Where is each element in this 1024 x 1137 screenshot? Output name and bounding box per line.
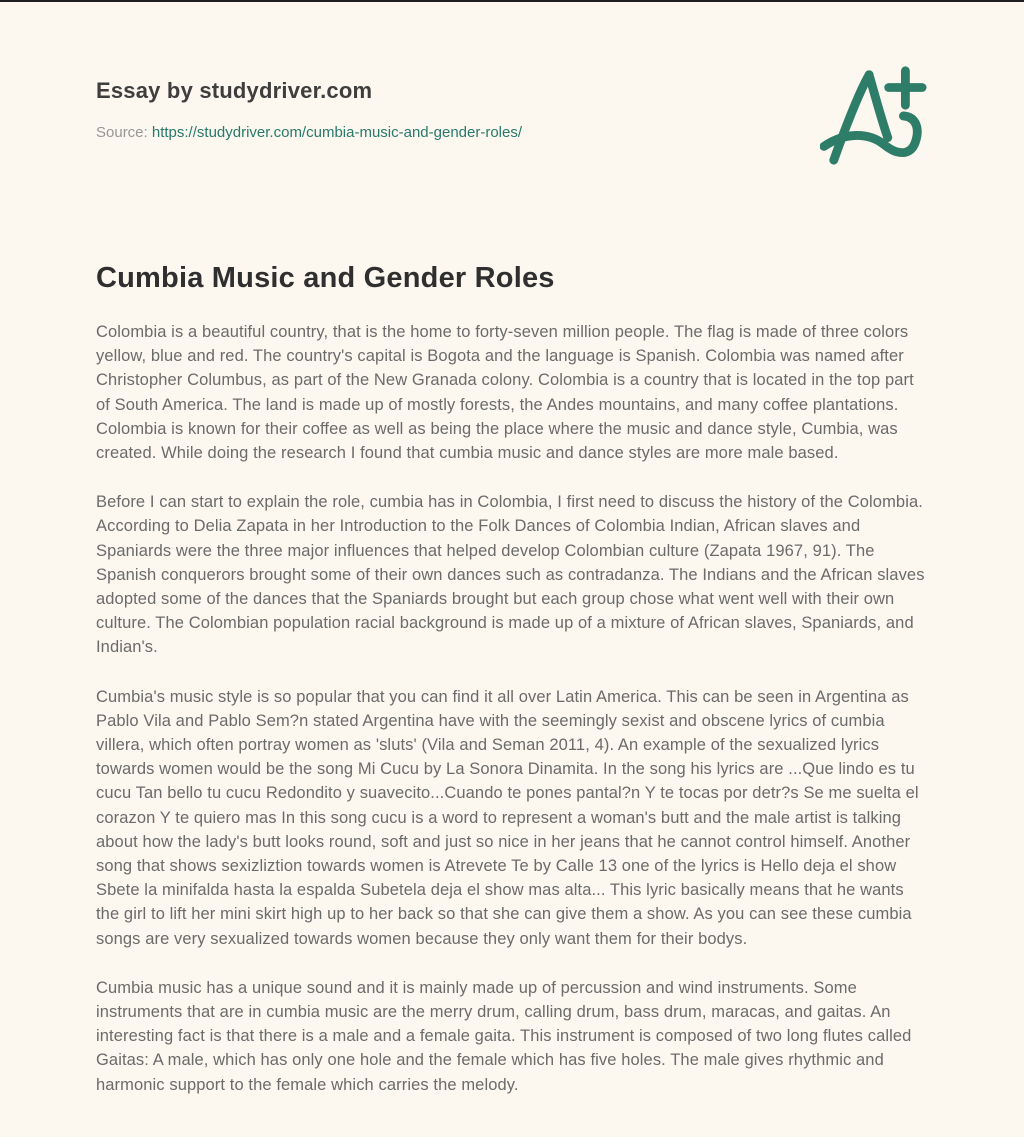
page-header [96, 62, 928, 166]
essay-paragraph-1: Colombia is a beautiful country, that is the home to forty-seven million people. The flag is made of three colors yellow, blue and red. The country's capital is Bogota and the language is Spanish. Colombia was named after Christopher Columbus, as part of the New Granada colony. Colombia is a country that is located in the top part of South America. The land is made up of mostly forests, the Andes mountains, and many coffee plantations. Colombia is known for their coffee as well as being the place where the music and dance style, Cumbia, was created. While doing the research I found that cumbia music and dance styles are more male based. [96, 323, 914, 463]
source-url-link[interactable]: https://studydriver.com/cumbia-music-and-gender-roles/ [151, 124, 523, 141]
essay-paragraph-3: Cumbia's music style is so popular that you can find it all over Latin America. This can be seen in Argentina as Pablo Vila and Pablo Sem?n stated Argentina have with the seemingly sexist and obscene lyrics of cumbia villera, which often portray women as 'sluts' (Vila and Seman 2011, 4). An example of the sexualized lyrics towards women would be the song Mi Cucu by La Sonora Dinamita. In the song his lyrics are ...Que lindo es tu cucu Tan bello tu cucu Redondito y suavecito...Cuando te pones pantal?n Y te tocas por detr?s Se me suelta el corazon Y te quiero mas In this song cucu is a word to represent a woman's butt and the male artist is talking about how the lady's butt looks round, soft and just so nice in her jeans that he cannot control himself. Another song that shows sexizliztion towards women is Atrevete Te by Calle 13 one of the lyrics is Hello deja el show Sbete la minifalda hasta la espalda Subetela deja el show mas alta... This lyric basically means that he wants the girl to lift her mini skirt high up to her back so that she can give them a show. As you can see these cumbia songs are very sexualized towards women because they only want them for their bodys. [96, 687, 919, 948]
essay-body [96, 320, 928, 1097]
a-plus-logo-icon [820, 62, 928, 166]
source-label: Source: [96, 124, 148, 141]
essay-title: Cumbia Music and Gender Roles [96, 262, 555, 294]
source-line [96, 124, 522, 141]
essay-paragraph-2: Before I can start to explain the role, cumbia has in Colombia, I first need to discuss the history of the Colombia. According to Delia Zapata in her Introduction to the Folk Dances of Colombia Indian, African slaves and Spaniards were the three major influences that helped develop Colombian culture (Zapata 1967, 91). The Spanish conquerors brought some of their own dances such as contradanza. The Indians and the African slaves adopted some of the dances that the Spaniards brought but each group chose what went well with their own culture. The Colombian population racial background is made up of a mixture of African slaves, Spaniards, and Indian's. [96, 493, 925, 657]
brand-title: Essay by studydriver.com [96, 78, 373, 103]
essay-paragraph-4: Cumbia music has a unique sound and it is mainly made up of percussion and wind instruments. Some instruments that are in cumbia music are the merry drum, calling drum, bass drum, maracas, and gaitas. An interesting fact is that there is a male and a female gaita. This instrument is composed of two long flutes called Gaitas: A male, which has only one hole and the female which has five holes. The male gives rhythmic and harmonic support to the female which carries the melody. [96, 978, 912, 1094]
header-text-block [96, 62, 522, 141]
